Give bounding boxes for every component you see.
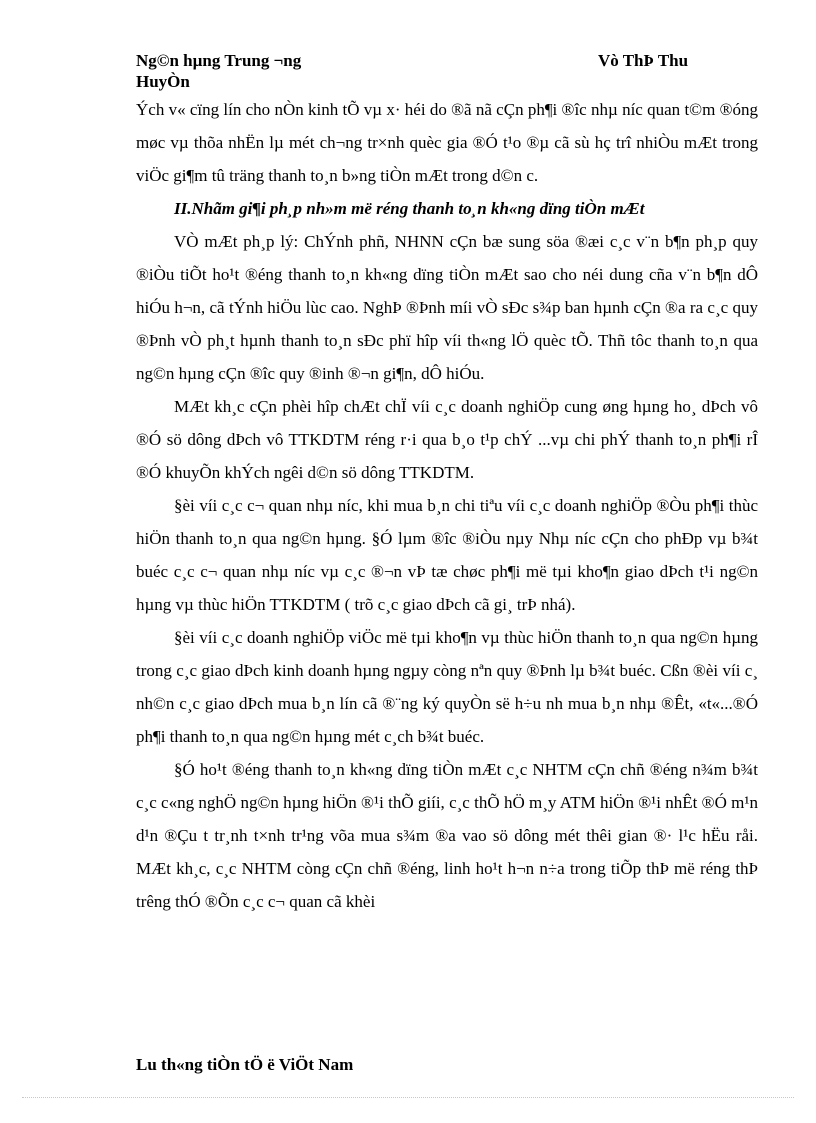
paragraph-1: Ých v« cïng lín cho nÒn kinh tÕ vµ x· héi do ®ã nã cÇn ph¶i ®îc nhµ níc quan t©m ®óng møc vµ thõa nhËn lµ mét ch¬ng tr×nh quèc gia ®Ó t¹o ®µ cã sù hç trî nhiÒu mÆt trong viÖc gi¶m tû träng thanh to¸n b»ng tiÒn mÆt trong d©n c. [136, 100, 758, 185]
paragraph-2: VÒ mÆt ph¸p lý: ChÝnh phñ, NHNN cÇn bæ sung söa ®æi c¸c v¨n b¶n ph¸p quy ®iÒu tiÕt ho¹t ®éng thanh to¸n kh«ng dïng tiÒn mÆt sao cho néi dung cña v¨n b¶n dÔ hiÓu h¬n, cã tÝnh hiÖu lùc cao. NghÞ ®Þnh míi vÒ sÐc s¾p ban hµnh cÇn ®a ra c¸c quy ®Þnh vÒ ph¸t hµnh thanh to¸n sÐc phï hîp víi th«ng lÖ quèc tÕ. Thñ tôc thanh to¸n qua ng©n hµng cÇn ®îc quy ®inh ®¬n gi¶n, dÔ hiÓu. [136, 232, 758, 383]
header-left: Ng©n hµng Trung ¬ng HuyÒn [136, 51, 302, 91]
paragraph-5: §èi víi c¸c doanh nghiÖp viÖc më tµi kho¶n vµ thùc hiÖn thanh to¸n qua ng©n hµng trong c¸c giao dÞch kinh doanh hµng ngµy còng nªn quy ®Þnh lµ b¾t buéc. Cßn ®èi víi c¸ nh©n c¸c giao dÞch mua b¸n lín cã ®¨ng ký quyÒn së h÷u nh mua b¸n nhµ ®Êt, «t«...®Ó ph¶i thanh to¸n qua ng©n hµng mét c¸ch b¾t buéc. [136, 628, 758, 746]
header-author: Vò ThÞ Thu [598, 51, 689, 70]
footer-title: Lu th«ng tiÒn tÖ ë ViÖt Nam [136, 1055, 354, 1074]
page-bottom-divider [22, 1097, 794, 1098]
paragraph-4: §èi víi c¸c c¬ quan nhµ níc, khi mua b¸n chi tiªu víi c¸c doanh nghiÖp ®Òu ph¶i thùc hiÖn thanh to¸n qua ng©n hµng. §Ó lµm ®îc ®iÒu nµy Nhµ níc cÇn cho phÐp vµ b¾t buéc c¸c c¬ quan nhµ níc vµ c¸c ®¬n vÞ tæ chøc ph¶i më tµi kho¶n giao dÞch t¹i ng©n hµng vµ thùc hiÖn TTKDTM ( trõ c¸c giao dÞch cã gi¸ trÞ nhá). [136, 496, 758, 614]
body-text [136, 93, 758, 918]
paragraph-3: MÆt kh¸c cÇn phèi hîp chÆt chÏ víi c¸c doanh nghiÖp cung øng hµng ho¸ dÞch vô ®Ó sö dông dÞch vô TTKDTM réng r·i qua b¸o t¹p chÝ ...vµ chi phÝ thanh to¸n ph¶i rÎ ®Ó khuyÕn khÝch ngêi d©n sö dông TTKDTM. [136, 397, 758, 482]
section-heading: II.Nhãm gi¶i ph¸p nh»m më réng thanh to¸n kh«ng dïng tiÒn mÆt [174, 199, 645, 218]
paragraph-6: §Ó ho¹t ®éng thanh to¸n kh«ng dïng tiÒn mÆt c¸c NHTM cÇn chñ ®éng n¾m b¾t c¸c c«ng nghÖ ng©n hµng hiÖn ®¹i thÕ giíi, c¸c thÕ hÖ m¸y ATM hiÖn ®¹i nhÊt ®Ó m¹n d¹n ®Çu t tr¸nh t×nh tr¹ng võa mua s¾m ®a vao sö dông mét thêi gian ®· l¹c hËu råi. MÆt kh¸c, c¸c NHTM còng cÇn chñ ®éng, linh ho¹t h¬n n÷a trong tiÕp thÞ më réng thÞ trêng thÓ ®Õn c¸c c¬ quan cã khèi [136, 760, 758, 911]
